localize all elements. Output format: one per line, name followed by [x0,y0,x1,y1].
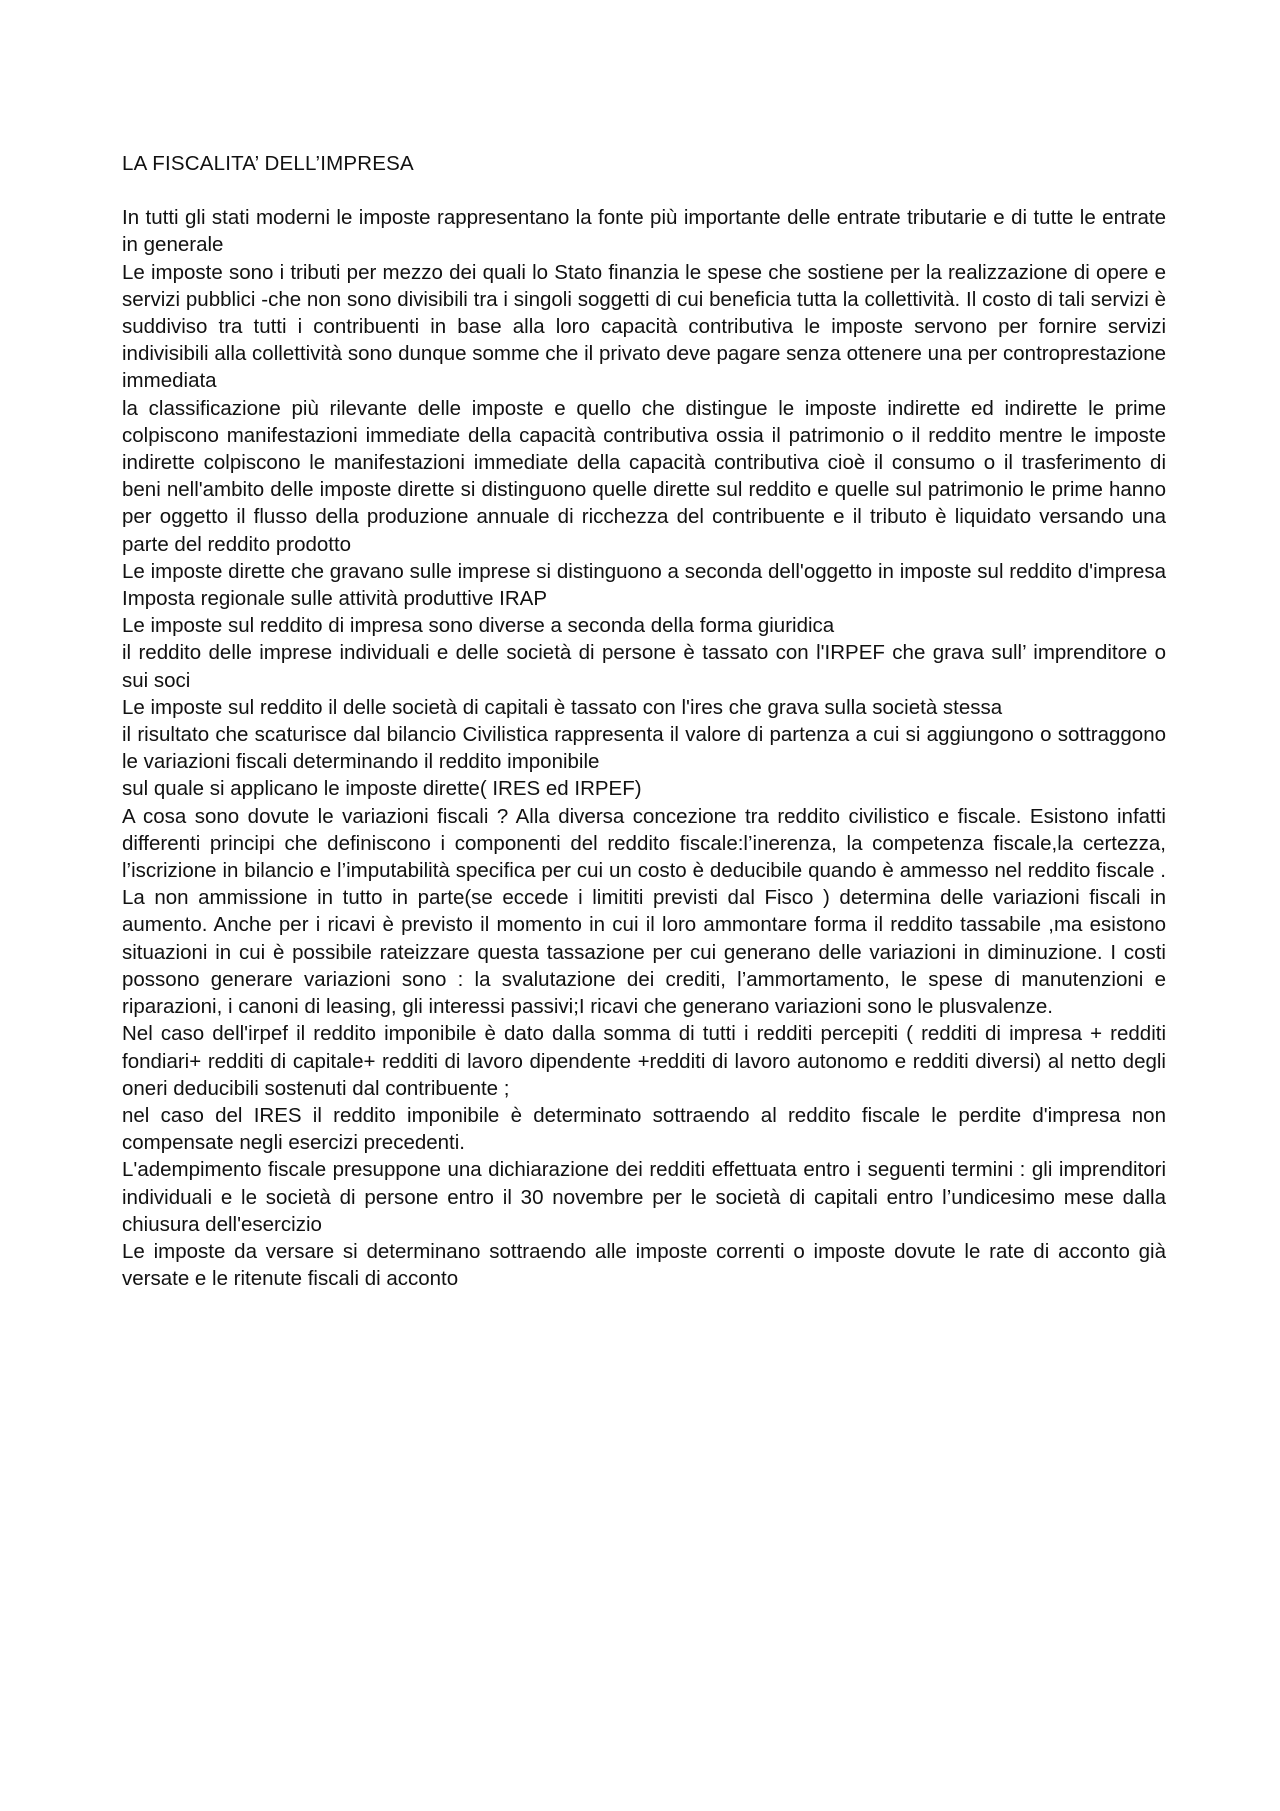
paragraph-definition: Le imposte sono i tributi per mezzo dei quali lo Stato finanzia le spese che sostiene per la realizzazione di opere e servizi pubblici -che non sono divisibili tra i singoli soggetti di cui beneficia tutta la collettività. Il costo di tali servizi è suddiviso tra tutti i contribuenti in base alla loro capacità contributiva le imposte servono per fornire servizi indivisibili alla collettività sono dunque somme che il privato deve pagare senza ottenere una per controprestazione immediata [122,260,1166,393]
paragraph-applied-taxes: sul quale si applicano le imposte dirette( IRES ed IRPEF) [122,777,642,801]
paragraph-legal-form: Le imposte sul reddito di impresa sono diverse a seconda della forma giuridica [122,614,835,638]
paragraph-classification: la classificazione più rilevante delle imposte e quello che distingue le imposte indirette ed indirette le prime colpiscono manifestazioni immediate della capacità contributiva ossia il patrimonio o il reddito mentre le imposte indirette colpiscono le manifestazioni immediate della capacità contributiva cioè il consumo o il trasferimento di beni nell'ambito delle imposte dirette si distinguono quelle dirette sul reddito e quelle sul patrimonio le prime hanno per oggetto il flusso della produzione annuale di ricchezza del contribuente e il tributo è liquidato versando una parte del reddito prodotto [122,396,1166,556]
paragraph-intro: In tutti gli stati moderni le imposte rappresentano la fonte più importante delle entrate tributarie e di tutte le entrate in generale [122,206,1166,257]
paragraph-direct-taxes: Le imposte dirette che gravano sulle imprese si distinguono a seconda dell'oggetto in imposte sul reddito d'impresa Imposta regionale sulle attività produttive IRAP [122,559,1166,611]
paragraph-taxes-due: Le imposte da versare si determinano sottraendo alle imposte correnti o imposte dovute le rate di acconto già versate e le ritenute fiscali di acconto [122,1239,1166,1291]
paragraph-balance-result: il risultato che scaturisce dal bilancio Civilistica rappresenta il valore di partenza a cui si aggiungono o sottraggono le variazioni fiscali determinando il reddito imponibile [122,723,1166,774]
document-body [122,204,1166,1292]
paragraph-ires-income: nel caso del IRES il reddito imponibile è determinato sottraendo al reddito fiscale le perdite d'impresa non compensate negli esercizi precedenti. [122,1103,1166,1155]
paragraph-irpef: il reddito delle imprese individuali e delle società di persone è tassato con l'IRPEF che grava sull’ imprenditore o sui soci [122,641,1166,692]
document-page [122,150,1166,1292]
paragraph-ires: Le imposte sul reddito il delle società di capitali è tassato con l'ires che grava sulla società stessa [122,695,1003,719]
document-title: LA FISCALITA’ DELL’IMPRESA [122,152,414,175]
paragraph-fiscal-variations: A cosa sono dovute le variazioni fiscali ? Alla diversa concezione tra reddito civilistico e fiscale. Esistono infatti differenti principi che definiscono i componenti del reddito fiscale:l’inerenza, la competenza fiscale,la certezza, l’iscrizione in bilancio e l’imputabilità specifica per cui un costo è deducibile quando è ammesso nel reddito fiscale . La non ammissione in tutto in parte(se eccede i limititi previsti dal Fisco ) determina delle variazioni fiscali in aumento. Anche per i ricavi è previsto il momento in cui il loro ammontare forma il reddito tassabile ,ma esistono situazioni in cui è possibile rateizzare questa tassazione per cui generano delle variazioni in diminuzione. I costi possono generare variazioni sono : la svalutazione dei crediti, l’ammortamento, le spese di manutenzioni e riparazioni, i canoni di leasing, gli interessi passivi;I ricavi che generano variazioni sono le plusvalenze. [122,804,1166,1019]
paragraph-irpef-income: Nel caso dell'irpef il reddito imponibile è dato dalla somma di tutti i redditi percepiti ( redditi di impresa + redditi fondiari+ redditi di capitale+ redditi di lavoro dipendente +redditi di lavoro autonomo e redditi diversi) al netto degli oneri deducibili sostenuti dal contribuente ; [122,1022,1166,1100]
paragraph-declaration: L'adempimento fiscale presuppone una dichiarazione dei redditi effettuata entro i seguenti termini : gli imprenditori individuali e le società di persone entro il 30 novembre per le società di capitali entro l’undicesimo mese dalla chiusura dell'esercizio [122,1158,1166,1236]
